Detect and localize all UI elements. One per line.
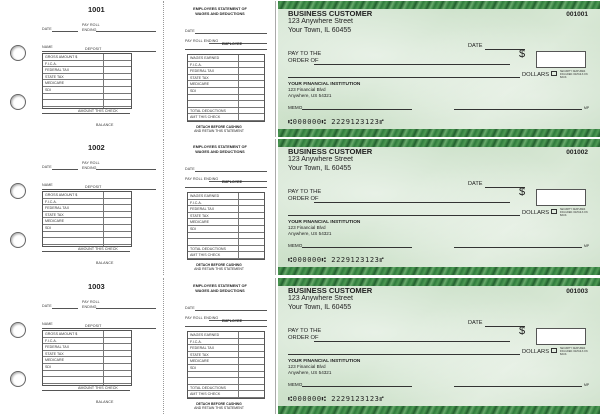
detach-notice-2: AND RETAIN THIS STATEMENT [194,406,244,410]
stub-line-item: SDI [43,225,131,232]
check-row [0,139,600,275]
business-address-2: Your Town, IL 60455 [288,304,352,311]
statement-line-item: AMT THIS CHECK [188,391,264,398]
stub-line-item: SDI [43,364,131,371]
detach-notice-2: AND RETAIN THIS STATEMENT [194,129,244,133]
statement-date-label: DATE [185,306,195,310]
stub-line-item [43,371,131,378]
dollar-sign: $ [519,186,526,198]
binder-hole-icon [10,232,26,248]
micr-line: ⑆000000⑆ 2229123123⑈ [288,395,385,403]
statement-line-item: FEDERAL TAX [188,68,264,75]
stub-amount-this-check: AMOUNT THIS CHECK [78,109,118,113]
amount-box[interactable] [536,328,586,345]
statement-line-item: F.I.C.A. [188,62,264,69]
detach-notice-2: AND RETAIN THIS STATEMENT [194,267,244,271]
statement-line-item [188,233,264,240]
check-stub [30,1,160,137]
pay-to-label-1: PAY TO THE [288,51,322,57]
statement-line-item [188,95,264,102]
binder-hole-icon [10,45,26,61]
check-top-band [278,1,600,9]
mp-label: MP [584,106,590,110]
memo-label: MEMO [288,243,303,248]
check-bottom-band [278,406,600,414]
pay-to-label-1: PAY TO THE [288,328,322,334]
micr-line: ⑆000000⑆ 2229123123⑈ [288,118,385,126]
wage-statement [165,278,273,414]
stub-number: 1003 [88,282,105,291]
bank-block [288,81,360,98]
statement-line-item [188,239,264,246]
stub-line-item: SDI [43,87,131,94]
stub-line-item [43,94,131,101]
stub-number: 1001 [88,5,105,14]
statement-header-2: WAGES AND DEDUCTIONS [195,12,245,16]
detach-notice-1: DETACH BEFORE CASHING [196,125,242,129]
check-top-band [278,278,600,286]
memo-label: MEMO [288,382,303,387]
check-body [278,139,600,275]
stub-line-item: F.I.C.A. [43,61,131,68]
wage-statement [165,139,273,275]
stub-deposit-label: DEPOSIT [85,47,102,51]
statement-header-1: EMPLOYEES STATEMENT OF [193,284,247,288]
stub-line-item: FEDERAL TAX [43,205,131,212]
mp-label: MP [584,383,590,387]
statement-line-item: AMT THIS CHECK [188,252,264,259]
stub-deposit-label: DEPOSIT [85,185,102,189]
stub-pay-roll-label: PAY ROLL [82,161,100,165]
dollar-sign: $ [519,325,526,337]
stub-line-item: MEDICARE [43,357,131,364]
stub-name-label: NAME [42,322,53,326]
stub-line-item [43,238,131,245]
check-date-label: DATE [468,181,483,187]
memo-label: MEMO [288,105,303,110]
check-date-label: DATE [468,43,483,49]
padlock-icon [551,209,557,214]
stub-ending-label: ENDING [82,166,97,170]
statement-table [187,54,265,122]
stub-name-label: NAME [42,45,53,49]
stub-line-item: F.I.C.A. [43,199,131,206]
bank-address-2: Anywhere, US 54321 [288,230,332,236]
stub-line-item: STATE TAX [43,351,131,358]
bank-address-1: 123 Financial Blvd [288,225,326,231]
statement-line-item: F.I.C.A. [188,200,264,207]
bank-address-2: Anywhere, US 54321 [288,92,332,98]
statement-line-item [188,101,264,108]
dollars-label: DOLLARS [522,349,550,355]
stub-pay-roll-label: PAY ROLL [82,300,100,304]
statement-line-item: MEDICARE [188,358,264,365]
statement-header-2: WAGES AND DEDUCTIONS [195,150,245,154]
stub-date-label: DATE [42,27,52,31]
statement-header-1: EMPLOYEES STATEMENT OF [193,7,247,11]
stub-line-item: STATE TAX [43,74,131,81]
stub-ending-label: ENDING [82,305,97,309]
statement-line-item: STATE TAX [188,75,264,82]
business-name: BUSINESS CUSTOMER [288,286,373,295]
security-notice: SECURITY FEATURES INCLUDED. DETAILS ON BACK. [560,70,588,79]
statement-line-item [188,378,264,385]
statement-pay-roll-ending: PAY ROLL ENDING [185,177,219,181]
pay-to-label-2: ORDER OF [288,58,319,64]
statement-header-1: EMPLOYEES STATEMENT OF [193,145,247,149]
check-date-label: DATE [468,320,483,326]
stub-line-item: GROSS AMOUNT $ [43,192,131,199]
statement-line-item: SDI [188,365,264,372]
statement-line-item: TOTAL DEDUCTIONS [188,246,264,253]
dollars-label: DOLLARS [522,210,550,216]
statement-line-item: STATE TAX [188,352,264,359]
stub-date-label: DATE [42,304,52,308]
dollars-label: DOLLARS [522,72,550,78]
check-body [278,1,600,137]
padlock-icon [551,71,557,76]
security-notice: SECURITY FEATURES INCLUDED. DETAILS ON BACK. [560,208,588,217]
business-address-1: 123 Anywhere Street [288,156,353,163]
statement-pay-roll-ending: PAY ROLL ENDING [185,316,219,320]
stub-line-item [43,232,131,239]
binder-hole-icon [10,183,26,199]
stub-number: 1002 [88,143,105,152]
mp-label: MP [584,244,590,248]
binder-hole-icon [10,371,26,387]
stub-line-item: FEDERAL TAX [43,67,131,74]
business-name: BUSINESS CUSTOMER [288,147,373,156]
statement-line-item: TOTAL DEDUCTIONS [188,108,264,115]
stub-table [42,191,132,247]
statement-line-item: MEDICARE [188,81,264,88]
binder-hole-icon [10,94,26,110]
bank-address-1: 123 Financial Blvd [288,364,326,370]
check-number: 001001 [566,11,588,18]
stub-line-item: STATE TAX [43,212,131,219]
stub-table [42,53,132,109]
stub-name-label: NAME [42,183,53,187]
check-top-band [278,139,600,147]
check-row [0,1,600,137]
statement-line-item: WAGES EARNED [188,332,264,339]
statement-table [187,331,265,399]
pay-to-label-2: ORDER OF [288,196,319,202]
micr-line: ⑆000000⑆ 2229123123⑈ [288,256,385,264]
amount-box[interactable] [536,189,586,206]
binder-hole-icon [10,322,26,338]
statement-header-2: WAGES AND DEDUCTIONS [195,289,245,293]
statement-line-item: TOTAL DEDUCTIONS [188,385,264,392]
statement-line-item: MEDICARE [188,219,264,226]
business-name: BUSINESS CUSTOMER [288,9,373,18]
statement-line-item: WAGES EARNED [188,55,264,62]
detach-notice-1: DETACH BEFORE CASHING [196,402,242,406]
stub-amount-this-check: AMOUNT THIS CHECK [78,247,118,251]
stub-deposit-label: DEPOSIT [85,324,102,328]
check-bottom-band [278,267,600,275]
detach-notice-1: DETACH BEFORE CASHING [196,263,242,267]
stub-table [42,330,132,386]
stub-line-item: F.I.C.A. [43,338,131,345]
statement-line-item: F.I.C.A. [188,339,264,346]
statement-table [187,192,265,260]
business-address-2: Your Town, IL 60455 [288,165,352,172]
statement-employee-label: EMPLOYEE [222,42,242,46]
check-number: 001003 [566,288,588,295]
padlock-icon [551,348,557,353]
statement-line-item: AMT THIS CHECK [188,114,264,121]
stub-line-item: MEDICARE [43,218,131,225]
statement-line-item: FEDERAL TAX [188,206,264,213]
stub-balance-label: BALANCE [96,261,114,265]
statement-line-item: WAGES EARNED [188,193,264,200]
stub-line-item [43,377,131,384]
statement-employee-label: EMPLOYEE [222,180,242,184]
bank-address-1: 123 Financial Blvd [288,87,326,93]
check-row [0,278,600,414]
statement-date-label: DATE [185,29,195,33]
stub-pay-roll-label: PAY ROLL [82,23,100,27]
stub-balance-label: BALANCE [96,400,114,404]
statement-line-item: FEDERAL TAX [188,345,264,352]
statement-line-item: SDI [188,88,264,95]
stub-line-item: GROSS AMOUNT $ [43,331,131,338]
stub-line-item [43,100,131,107]
bank-name: YOUR FINANCIAL INSTITUTION [288,220,361,225]
stub-balance-label: BALANCE [96,123,114,127]
bank-block [288,219,360,236]
check-stub [30,278,160,414]
statement-date-label: DATE [185,167,195,171]
statement-line-item: STATE TAX [188,213,264,220]
pay-to-label-2: ORDER OF [288,335,319,341]
statement-line-item [188,372,264,379]
pay-to-label-1: PAY TO THE [288,189,322,195]
check-number: 001002 [566,149,588,156]
bank-block [288,358,360,375]
stub-amount-this-check: AMOUNT THIS CHECK [78,386,118,390]
security-notice: SECURITY FEATURES INCLUDED. DETAILS ON BACK. [560,347,588,356]
statement-line-item: SDI [188,226,264,233]
business-address-2: Your Town, IL 60455 [288,27,352,34]
wage-statement [165,1,273,137]
business-address-1: 123 Anywhere Street [288,18,353,25]
bank-name: YOUR FINANCIAL INSTITUTION [288,82,361,87]
check-stub [30,139,160,275]
stub-line-item: FEDERAL TAX [43,344,131,351]
statement-pay-roll-ending: PAY ROLL ENDING [185,39,219,43]
stub-ending-label: ENDING [82,28,97,32]
check-bottom-band [278,129,600,137]
check-body [278,278,600,414]
business-address-1: 123 Anywhere Street [288,295,353,302]
statement-employee-label: EMPLOYEE [222,319,242,323]
stub-line-item: GROSS AMOUNT $ [43,54,131,61]
bank-name: YOUR FINANCIAL INSTITUTION [288,359,361,364]
amount-box[interactable] [536,51,586,68]
stub-date-label: DATE [42,165,52,169]
bank-address-2: Anywhere, US 54321 [288,369,332,375]
stub-line-item: MEDICARE [43,80,131,87]
dollar-sign: $ [519,48,526,60]
